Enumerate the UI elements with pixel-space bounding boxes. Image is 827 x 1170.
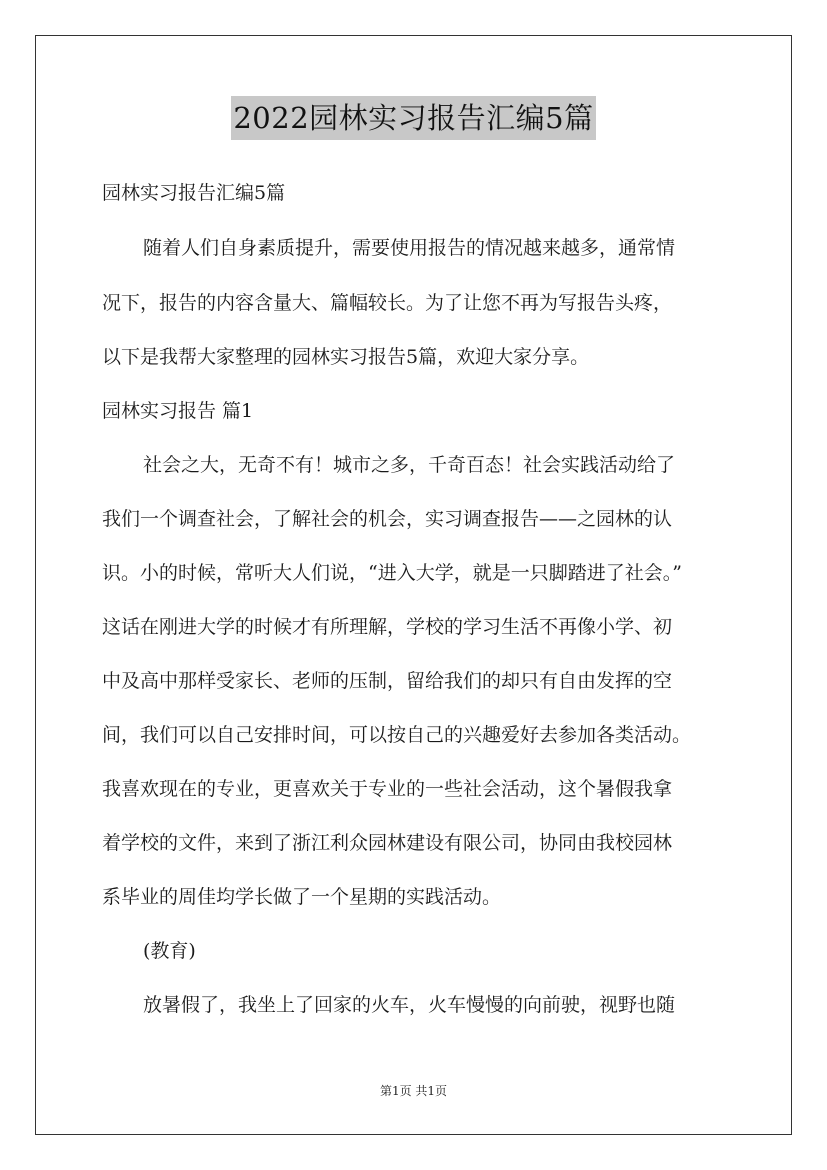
document-title: 2022园林实习报告汇编5篇 <box>231 96 595 140</box>
body-line-3: 识。小的时候，常听大人们说，“进入大学，就是一只脚踏进了社会。” <box>102 562 682 584</box>
page-footer: 第1页 共1页 <box>379 1084 448 1098</box>
section-heading: 园林实习报告 篇1 <box>102 400 254 422</box>
body-line-7: 我喜欢现在的专业，更喜欢关于专业的一些社会活动，这个暑假我拿 <box>102 778 673 800</box>
document-subtitle: 园林实习报告汇编5篇 <box>102 182 286 204</box>
body-line-6: 间，我们可以自己安排时间，可以按自己的兴趣爱好去参加各类活动。 <box>102 724 692 746</box>
intro-line-2: 况下，报告的内容含量大、篇幅较长。为了让您不再为写报告头疼， <box>102 292 673 314</box>
body-line-2: 我们一个调查社会，了解社会的机会，实习调查报告——之园林的认 <box>102 508 673 530</box>
body-line-10: 放暑假了，我坐上了回家的火车，火车慢慢的向前驶，视野也随 <box>143 994 676 1016</box>
body-line-9: 系毕业的周佳均学长做了一个星期的实践活动。 <box>102 886 502 908</box>
body-line-8: 着学校的文件，来到了浙江利众园林建设有限公司，协同由我校园林 <box>102 832 673 854</box>
body-line-1: 社会之大，无奇不有！城市之多，千奇百态！社会实践活动给了 <box>143 454 676 476</box>
note-line: (教育) <box>143 940 196 962</box>
title-container <box>0 96 827 140</box>
intro-line-1: 随着人们自身素质提升，需要使用报告的情况越来越多，通常情 <box>143 237 676 259</box>
body-line-5: 中及高中那样受家长、老师的压制，留给我们的却只有自由发挥的空 <box>102 670 673 692</box>
body-line-4: 这话在刚进大学的时候才有所理解，学校的学习生活不再像小学、初 <box>102 616 673 638</box>
intro-line-3: 以下是我帮大家整理的园林实习报告5篇，欢迎大家分享。 <box>102 346 590 368</box>
